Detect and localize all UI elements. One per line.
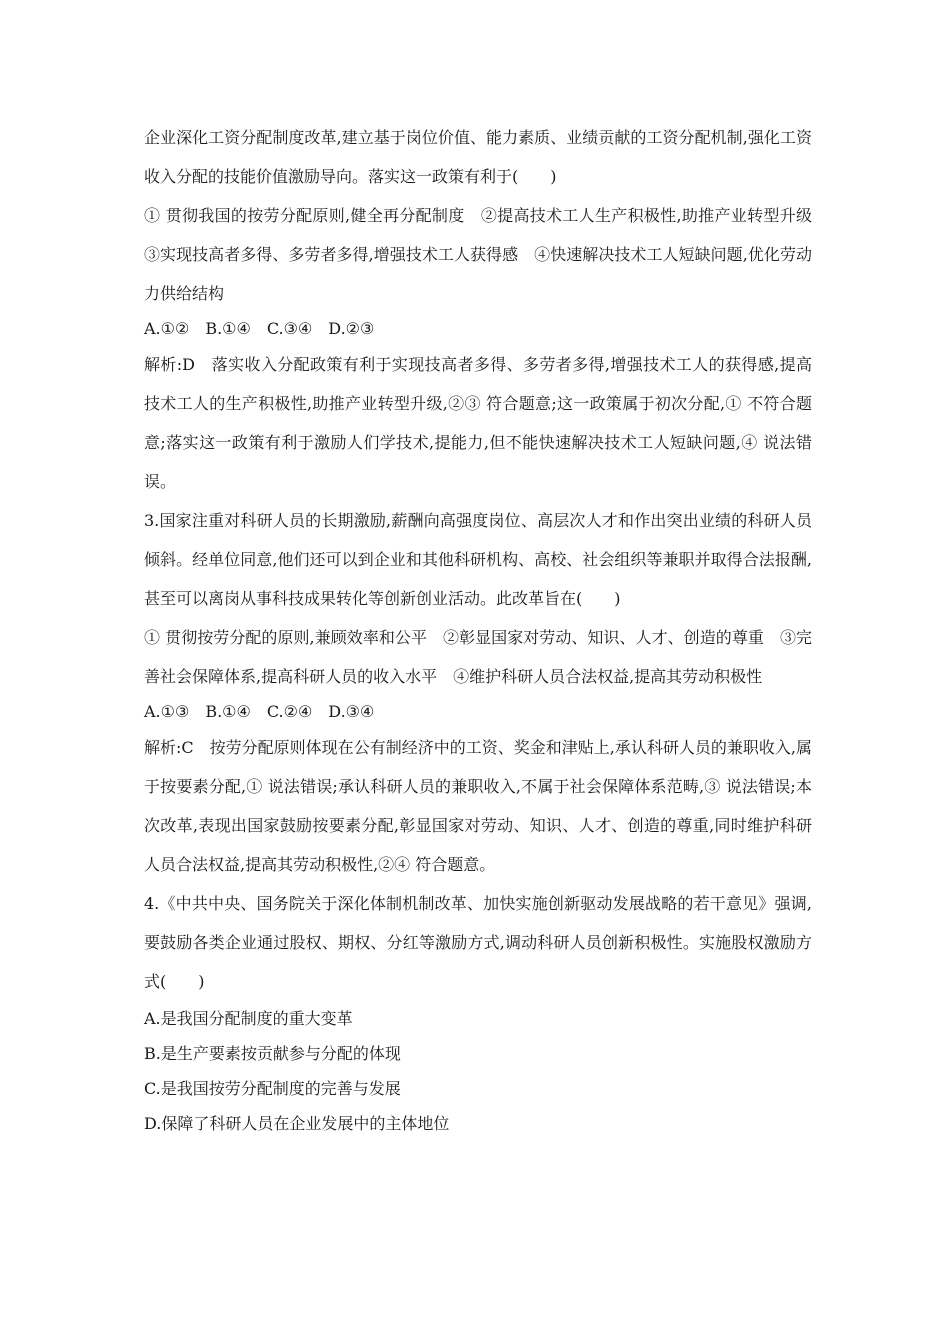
q2-analysis: 解析:D 落实收入分配政策有利于实现技高者多得、多劳者多得,增强技术工人的获得感,提高技术工人的生产积极性,助推产业转型升级,②③ 符合题意;这一政策属于初次分配,① 不符合题意;落实这一政策有利于激励人们学技术,提能力,但不能快速解决技术工人短缺问题,④ 说法错误。 <box>144 355 812 491</box>
q4-stem: 4.《中共中央、国务院关于深化体制机制改革、加快实施创新驱动发展战略的若干意见》强调,要鼓励各类企业通过股权、期权、分红等激励方式,调动科研人员创新积极性。实施股权激励方式( ) <box>144 894 812 991</box>
q2-statements: ① 贯彻我国的按劳分配原则,健全再分配制度 ②提高技术工人生产积极性,助推产业转型升级 ③实现技高者多得、多劳者多得,增强技术工人获得感 ④快速解决技术工人短缺问题,优化劳动力供给结构 <box>144 206 829 303</box>
q3-options: A.①③ B.①④ C.②④ D.③④ <box>144 702 375 721</box>
q4-option-a: A.是我国分配制度的重大变革 <box>144 1009 353 1028</box>
q4-option-b: B.是生产要素按贡献参与分配的体现 <box>144 1044 401 1063</box>
q2-options: A.①② B.①④ C.③④ D.②③ <box>144 319 375 338</box>
q3-analysis: 解析:C 按劳分配原则体现在公有制经济中的工资、奖金和津贴上,承认科研人员的兼职收入,属于按要素分配,① 说法错误;承认科研人员的兼职收入,不属于社会保障体系范畴,③ 说法错误;本次改革,表现出国家鼓励按要素分配,彰显国家对劳动、知识、人才、创造的尊重,同时维护科研人员合法权益,提高其劳动积极性,②④ 符合题意。 <box>144 738 812 874</box>
q2-stem: 企业深化工资分配制度改革,建立基于岗位价值、能力素质、业绩贡献的工资分配机制,强化工资收入分配的技能价值激励导向。落实这一政策有利于( ) <box>144 128 812 186</box>
document-page <box>144 118 829 1141</box>
q4-option-d: D.保障了科研人员在企业发展中的主体地位 <box>144 1114 450 1133</box>
q3-stem: 3.国家注重对科研人员的长期激励,薪酬向高强度岗位、高层次人才和作出突出业绩的科研人员倾斜。经单位同意,他们还可以到企业和其他科研机构、高校、社会组织等兼职并取得合法报酬,甚至可以离岗从事科技成果转化等创新创业活动。此改革旨在( ) <box>144 511 812 608</box>
q3-statements: ① 贯彻按劳分配的原则,兼顾效率和公平 ②彰显国家对劳动、知识、人才、创造的尊重 ③完善社会保障体系,提高科研人员的收入水平 ④维护科研人员合法权益,提高其劳动积极性 <box>144 628 812 686</box>
q4-option-c: C.是我国按劳分配制度的完善与发展 <box>144 1079 401 1098</box>
